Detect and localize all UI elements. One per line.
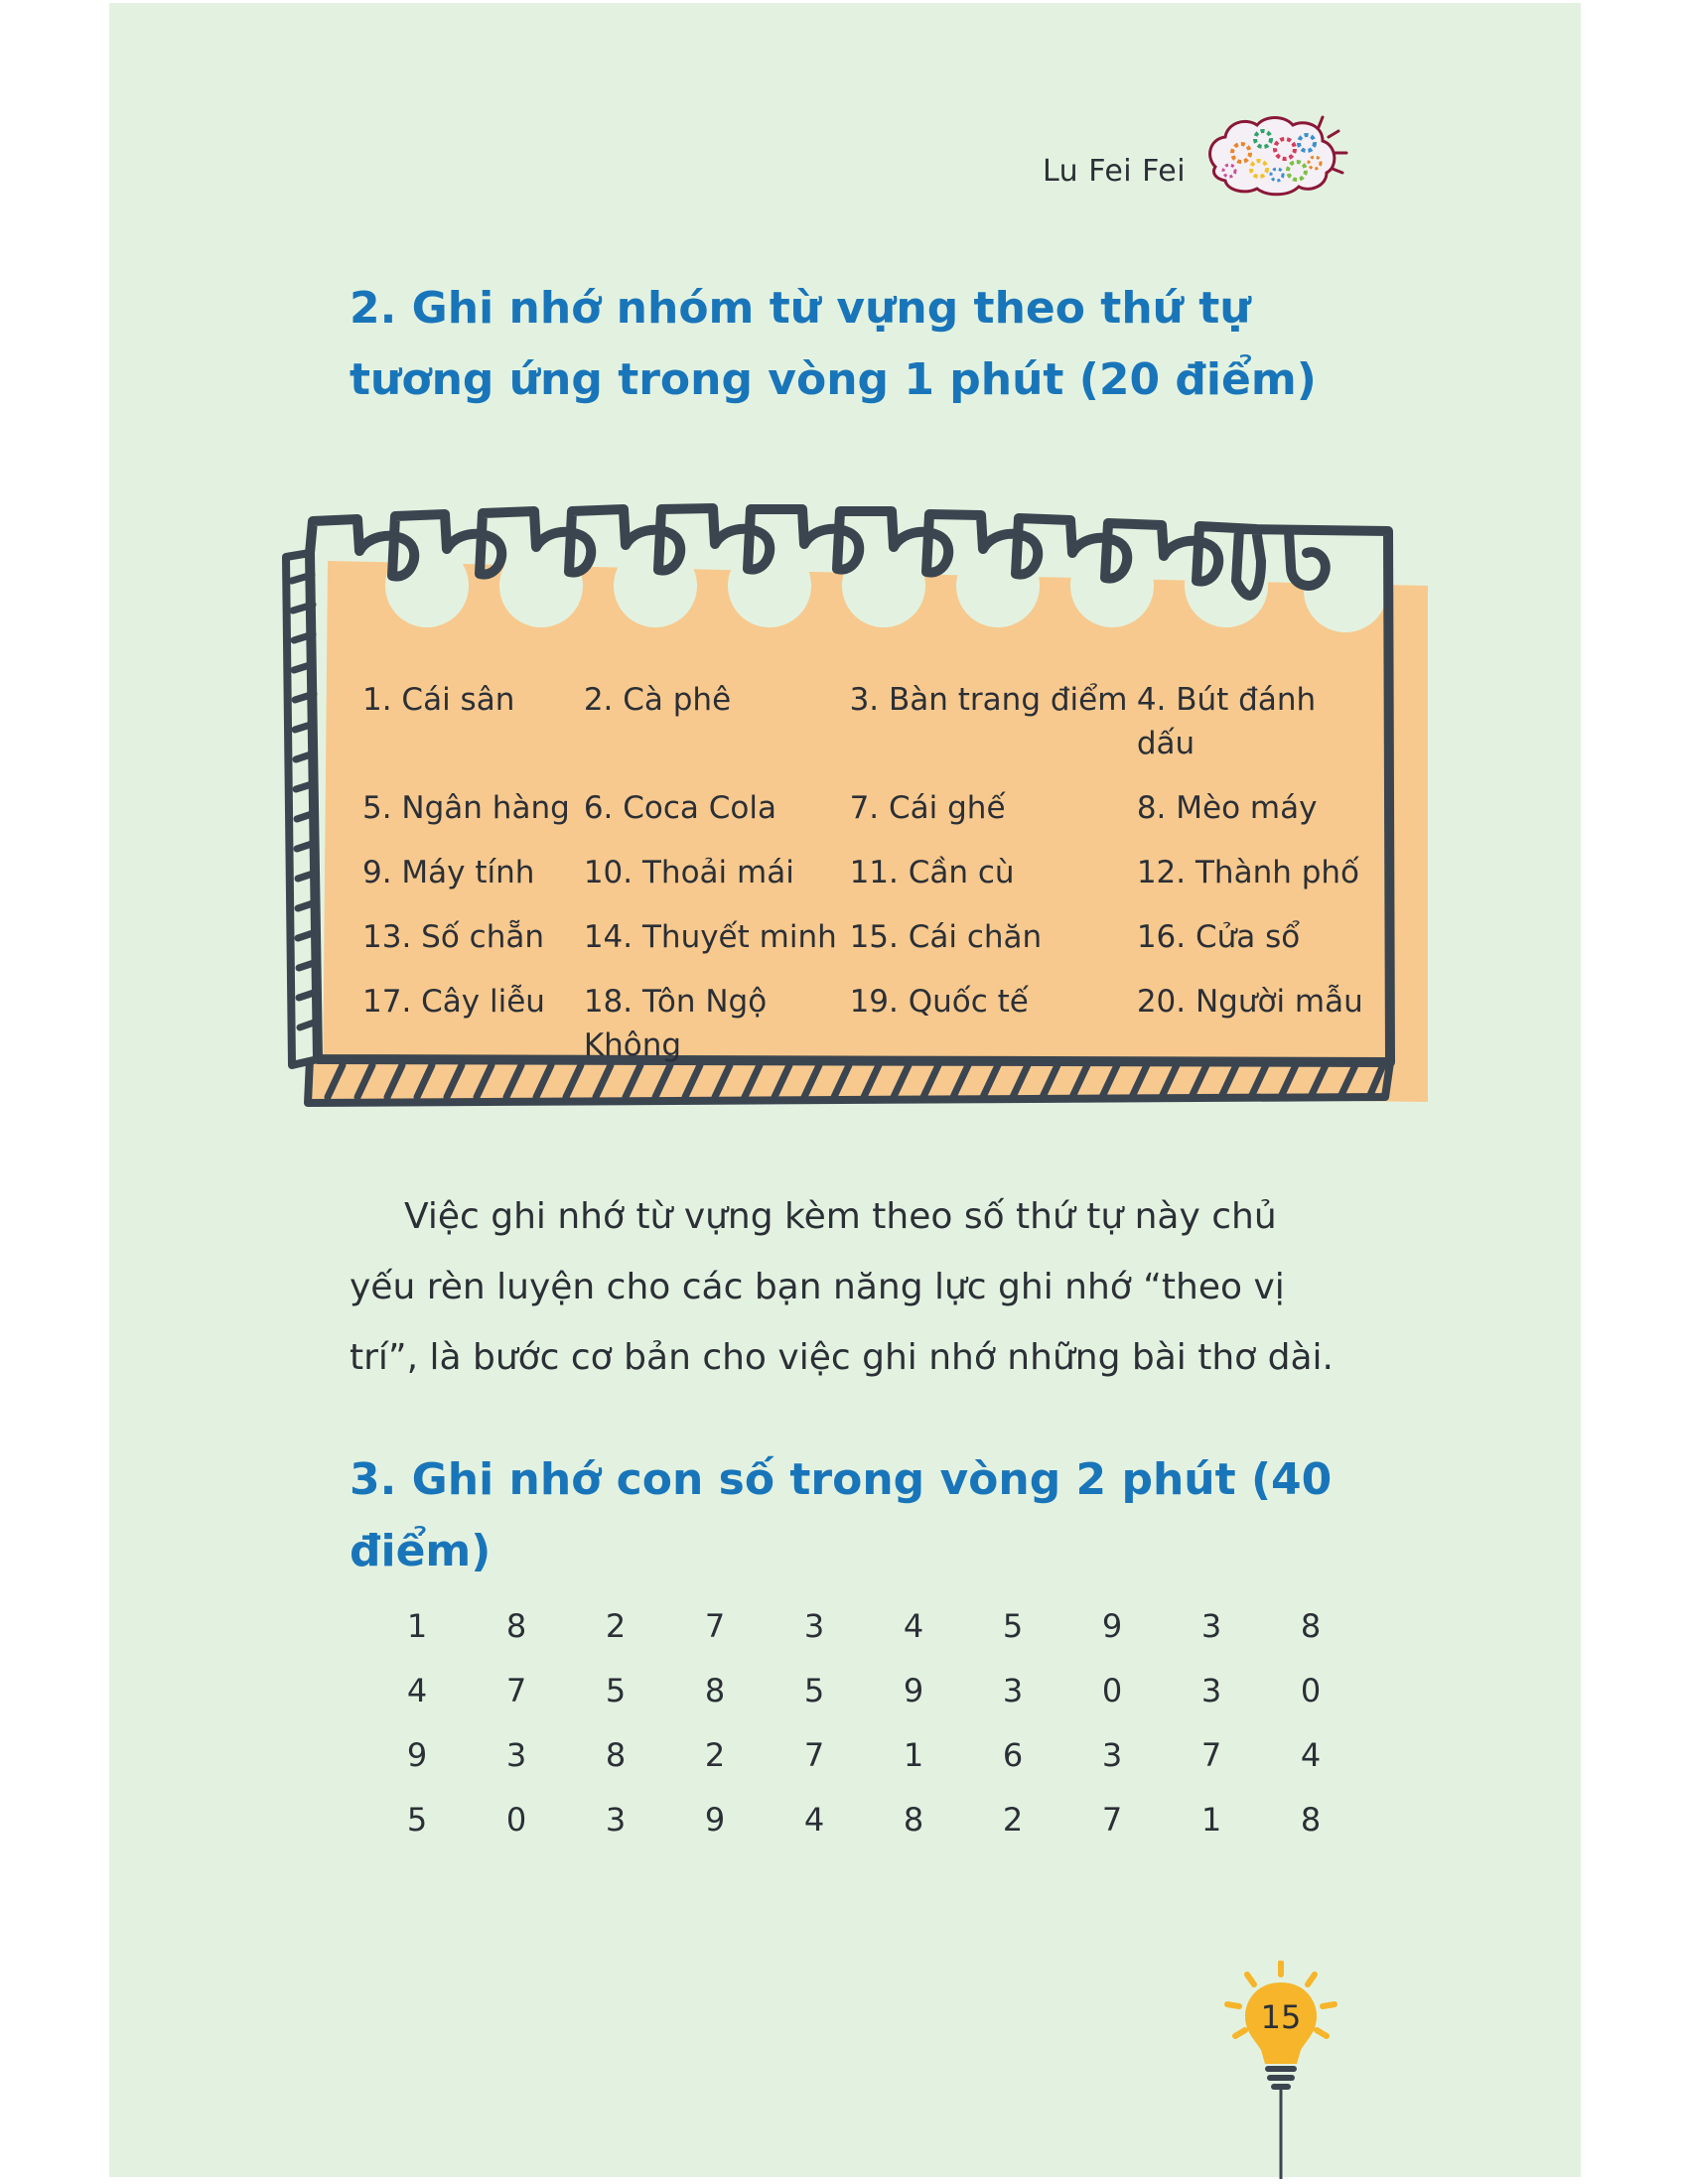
vocabulary-row [362, 786, 1385, 830]
vocabulary-row [362, 915, 1385, 959]
digit: 2 [605, 1606, 627, 1645]
digit: 9 [903, 1671, 924, 1709]
vocabulary-item: 4. Bút đánh dấu [1136, 682, 1317, 761]
digit: 6 [1002, 1735, 1024, 1774]
digit: 5 [406, 1800, 428, 1839]
digit: 4 [406, 1671, 428, 1709]
digit: 1 [1200, 1800, 1222, 1839]
vocabulary-item: 18. Tôn Ngộ Không [583, 984, 768, 1063]
digit: 2 [704, 1735, 726, 1774]
digit: 8 [903, 1800, 924, 1839]
vocabulary-row [362, 678, 1385, 765]
vocabulary-item: 20. Người mẫu [1136, 984, 1363, 1020]
vocabulary-grid [362, 678, 1385, 1067]
vocabulary-item: 5. Ngân hàng [362, 790, 570, 826]
digit: 7 [1200, 1735, 1222, 1774]
light-bulb-icon [1221, 1961, 1340, 2179]
vocabulary-row [362, 980, 1385, 1067]
digit-row [367, 1658, 1370, 1722]
vocabulary-item: 19. Quốc tế [849, 984, 1029, 1020]
digit: 3 [803, 1606, 825, 1645]
digit: 7 [505, 1671, 527, 1709]
vocabulary-item: 15. Cái chăn [849, 919, 1043, 955]
digit-row [367, 1787, 1370, 1851]
vocabulary-item: 13. Số chẵn [362, 919, 544, 955]
digit: 1 [903, 1735, 924, 1774]
digit: 8 [704, 1671, 726, 1709]
vocabulary-item: 12. Thành phố [1136, 855, 1360, 890]
brain-gears-icon [1201, 109, 1350, 208]
page-number: 15 [1260, 1998, 1302, 2036]
digit: 3 [1101, 1735, 1123, 1774]
vocabulary-item: 9. Máy tính [362, 855, 535, 890]
digit: 3 [505, 1735, 527, 1774]
digit-row [367, 1593, 1370, 1658]
digit: 7 [1101, 1800, 1123, 1839]
vocabulary-item: 3. Bàn trang điểm [849, 682, 1128, 718]
digit: 0 [505, 1800, 527, 1839]
digit: 3 [1200, 1606, 1222, 1645]
digit-grid [367, 1593, 1370, 1851]
digit: 8 [605, 1735, 627, 1774]
vocabulary-item: 17. Cây liễu [362, 984, 545, 1020]
digit: 8 [1300, 1800, 1322, 1839]
vocabulary-item: 10. Thoải mái [583, 855, 794, 890]
vocabulary-item: 1. Cái sân [362, 682, 515, 718]
vocabulary-item: 7. Cái ghế [849, 790, 1006, 826]
digit: 5 [803, 1671, 825, 1709]
vocabulary-item: 2. Cà phê [583, 682, 732, 718]
author-name: Lu Fei Fei [1043, 154, 1187, 189]
vocabulary-row [362, 851, 1385, 894]
digit: 1 [406, 1606, 428, 1645]
explanation-paragraph: Việc ghi nhớ từ vựng kèm theo số thứ tự này chủ yếu rèn luyện cho các bạn năng lực ghi nhớ “theo vị trí”, là bước cơ bản cho việc ghi nhớ những bài thơ dài. [350, 1196, 1334, 1378]
digit: 8 [1300, 1606, 1322, 1645]
digit: 7 [704, 1606, 726, 1645]
vocabulary-item: 11. Cần cù [849, 855, 1015, 890]
section-3-heading: 3. Ghi nhớ con số trong vòng 2 phút (40 điểm) [350, 1454, 1333, 1576]
digit: 8 [505, 1606, 527, 1645]
digit: 4 [903, 1606, 924, 1645]
vocabulary-item: 16. Cửa sổ [1136, 919, 1301, 955]
digit: 7 [803, 1735, 825, 1774]
digit: 4 [1300, 1735, 1322, 1774]
vocabulary-item: 6. Coca Cola [583, 790, 776, 826]
digit: 5 [1002, 1606, 1024, 1645]
vocabulary-item: 8. Mèo máy [1136, 790, 1318, 826]
digit: 0 [1300, 1671, 1322, 1709]
digit: 4 [803, 1800, 825, 1839]
digit: 3 [605, 1800, 627, 1839]
digit: 3 [1200, 1671, 1222, 1709]
digit-row [367, 1722, 1370, 1787]
digit: 9 [704, 1800, 726, 1839]
digit: 9 [1101, 1606, 1123, 1645]
section-2-heading: 2. Ghi nhớ nhóm từ vựng theo thứ tự tương ứng trong vòng 1 phút (20 điểm) [350, 283, 1317, 405]
digit: 0 [1101, 1671, 1123, 1709]
digit: 5 [605, 1671, 627, 1709]
vocabulary-item: 14. Thuyết minh [583, 919, 837, 955]
digit: 2 [1002, 1800, 1024, 1839]
digit: 9 [406, 1735, 428, 1774]
digit: 3 [1002, 1671, 1024, 1709]
